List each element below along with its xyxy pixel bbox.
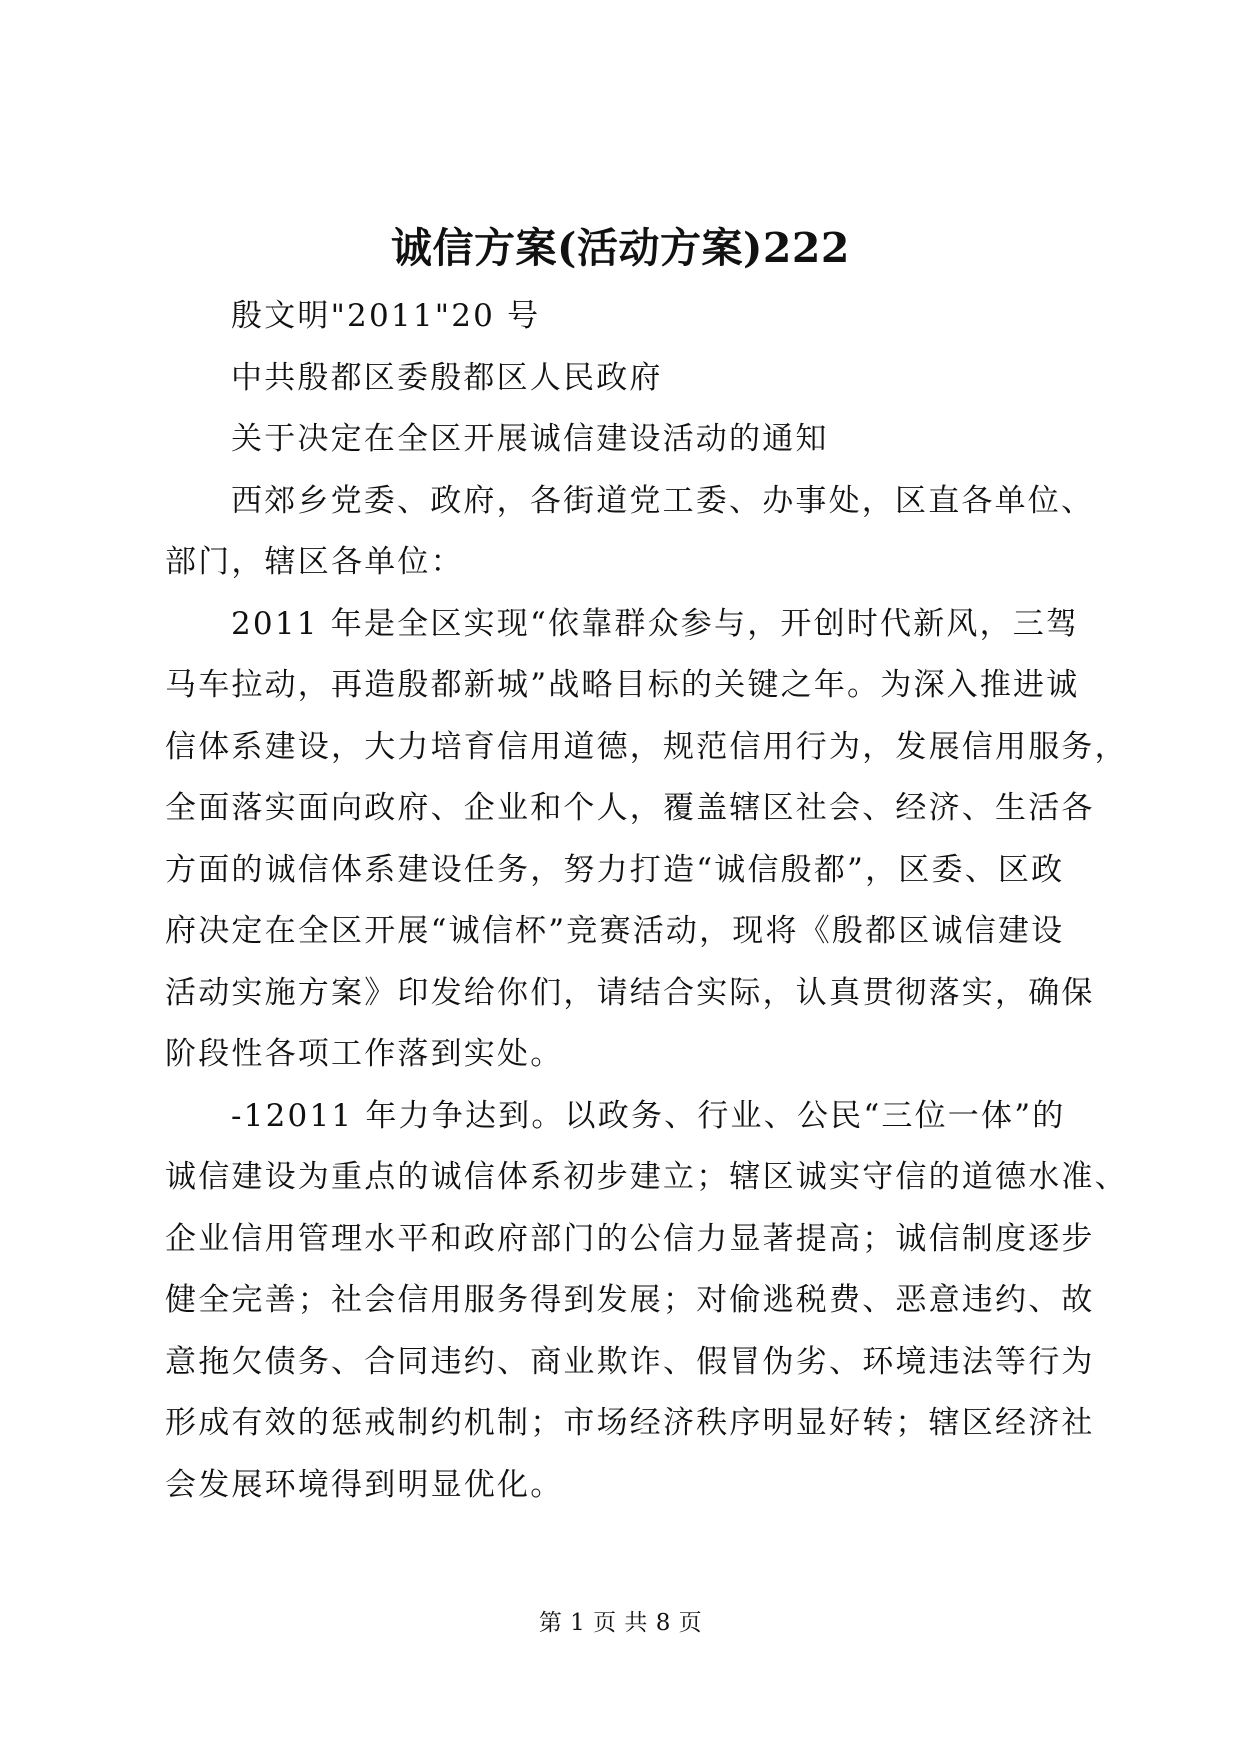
paragraph-line: 企业信用管理水平和政府部门的公信力显著提高；诚信制度逐步 (165, 1220, 1095, 1257)
paragraph-line: 信体系建设，大力培育信用道德，规范信用行为，发展信用服务， (165, 728, 1128, 765)
paragraph-line: 形成有效的惩戒制约机制；市场经济秩序明显好转；辖区经济社 (165, 1405, 1095, 1441)
paragraph-line: 马车拉动，再造殷都新城”战略目标的关键之年。为深入推进诚 (165, 667, 1080, 703)
document-number: 殷文明"2011"20 号 (231, 298, 541, 334)
paragraph-line: 会发展环境得到明显优化。 (165, 1466, 564, 1503)
paragraph-line: 阶段性各项工作落到实处。 (165, 1036, 564, 1072)
recipients-line: 部门，辖区各单位： (165, 544, 464, 580)
paragraph-line: -12011 年力争达到。以政务、行业、公民“三位一体”的 (231, 1097, 1066, 1134)
paragraph-line: 2011 年是全区实现“依靠群众参与，开创时代新风，三驾 (231, 605, 1080, 642)
paragraph-line: 全面落实面向政府、企业和个人，覆盖辖区社会、经济、生活各 (165, 790, 1095, 826)
document-title: 诚信方案(活动方案)222 (391, 224, 850, 272)
paragraph-line: 府决定在全区开展“诚信杯”竞赛活动，现将《殷都区诚信建设 (165, 913, 1065, 949)
paragraph-line: 意拖欠债务、合同违约、商业欺诈、假冒伪劣、环境违法等行为 (165, 1343, 1095, 1380)
issuing-authority: 中共殷都区委殷都区人民政府 (231, 359, 663, 396)
paragraph-line: 方面的诚信体系建设任务，努力打造“诚信殷都”，区委、区政 (165, 851, 1065, 888)
notice-heading: 关于决定在全区开展诚信建设活动的通知 (231, 421, 829, 457)
paragraph-line: 诚信建设为重点的诚信体系初步建立；辖区诚实守信的道德水准、 (165, 1159, 1128, 1195)
paragraph-line: 健全完善；社会信用服务得到发展；对偷逃税费、恶意违约、故 (165, 1282, 1095, 1318)
page-number: 第 1 页 共 8 页 (538, 1610, 703, 1636)
paragraph-line: 活动实施方案》印发给你们，请结合实际，认真贯彻落实，确保 (165, 974, 1095, 1011)
document-body (165, 286, 1128, 1516)
recipients-line: 西郊乡党委、政府，各街道党工委、办事处，区直各单位、 (231, 482, 1095, 519)
